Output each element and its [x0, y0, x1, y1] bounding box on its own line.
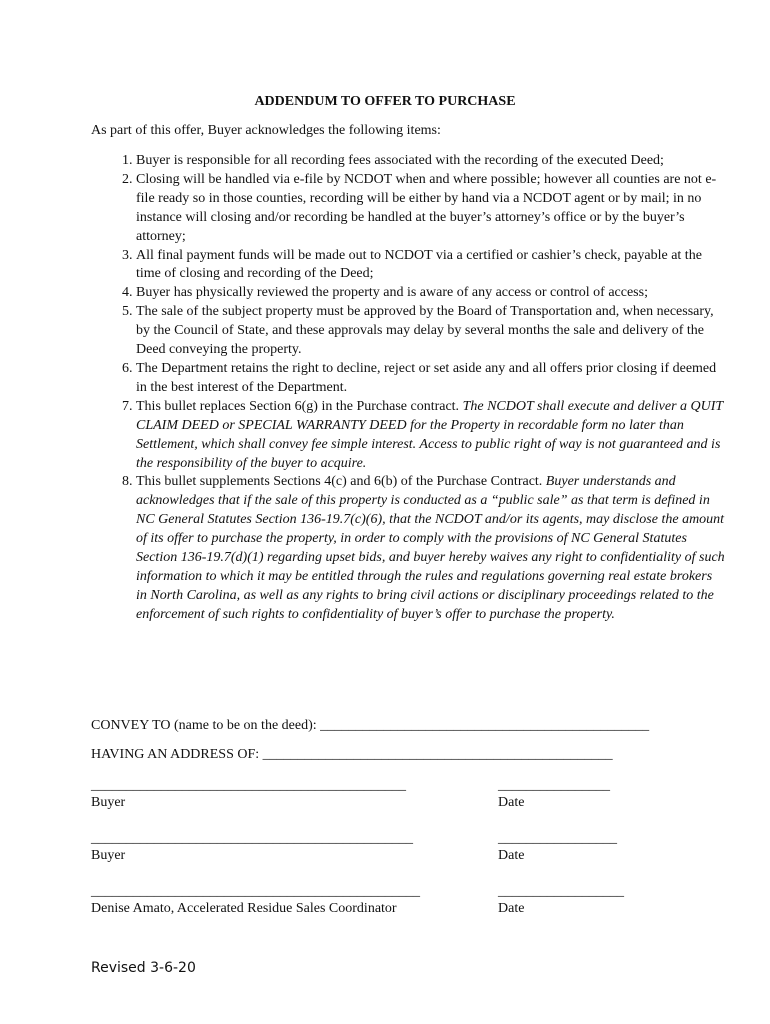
date-line-2: _________________	[498, 831, 617, 846]
acknowledgement-list	[90, 152, 726, 625]
list-item: 4. Buyer has physically reviewed the property and is aware of any access or control of access;	[136, 284, 726, 303]
list-item: 6. The Department retains the right to decline, reject or set aside any and all offers prior closing if deemed in the best interest of the Department.	[136, 360, 726, 398]
date-label-2: Date	[498, 848, 525, 863]
document-title: ADDENDUM TO OFFER TO PURCHASE	[254, 94, 516, 109]
date-line-1: ________________	[498, 778, 610, 793]
date-line-3: __________________	[498, 884, 624, 899]
address-field: HAVING AN ADDRESS OF: __________________________________________________	[91, 747, 613, 762]
revision-footer: Revised 3-6-20	[91, 960, 196, 976]
list-item: 2. Closing will be handled via e-file by NCDOT when and where possible; however all counties are not e-file ready so in those counties, recording will be either by hand via a NCDOT agent or by mail; in no instance will closing and/or recording be handled at the buyer’s attorney’s office or by the buyer’s attorney;	[136, 171, 726, 247]
convey-to-field: CONVEY TO (name to be on the deed): _______________________________________________	[91, 718, 650, 733]
coordinator-signature-line: _______________________________________________	[91, 884, 420, 899]
coordinator-label: Denise Amato, Accelerated Residue Sales Coordinator	[91, 901, 397, 916]
list-item: 8. This bullet supplements Sections 4(c) and 6(b) of the Purchase Contract. Buyer understands and acknowledges that if the sale of this property is conducted as a “public sale” as that term is defined in NC General Statutes Section 136-19.7(c)(6), that the NCDOT and/or its agents, may disclose the amount of its offer to purchase the property, in order to comply with the provisions of NC General Statutes Section 136-19.7(d)(1) regarding upset bids, and buyer hereby waives any right to confidentiality of such information to which it may be entitled through the rules and regulations governing real estate brokers in North Carolina, as well as any rights to bring civil actions or disciplinary proceedings related to the enforcement of such rights to confidentiality of buyer’s offer to purchase the property.	[136, 473, 726, 624]
date-label-3: Date	[498, 901, 525, 916]
date-label-1: Date	[498, 795, 525, 810]
buyer-signature-line-1: _____________________________________________	[91, 778, 406, 793]
buyer-signature-line-2: ______________________________________________	[91, 831, 413, 846]
buyer-label-1: Buyer	[91, 795, 126, 810]
list-item: 3. All final payment funds will be made out to NCDOT via a certified or cashier’s check, payable at the time of closing and recording of the Deed;	[136, 247, 726, 285]
list-item: 1. Buyer is responsible for all recording fees associated with the recording of the executed Deed;	[136, 152, 726, 171]
buyer-label-2: Buyer	[91, 848, 126, 863]
intro-text: As part of this offer, Buyer acknowledges the following items:	[91, 123, 441, 138]
list-item: 7. This bullet replaces Section 6(g) in the Purchase contract. The NCDOT shall execute and deliver a QUIT CLAIM DEED or SPECIAL WARRANTY DEED for the Property in recordable form no later than Settlement, which shall convey fee simple interest. Access to public right of way is not guaranteed and is the responsibility of the buyer to acquire.	[136, 398, 726, 474]
list-item: 5. The sale of the subject property must be approved by the Board of Transportation and, when necessary, by the Council of State, and these approvals may delay by several months the sale and delivery of the Deed conveying the property.	[136, 303, 726, 360]
